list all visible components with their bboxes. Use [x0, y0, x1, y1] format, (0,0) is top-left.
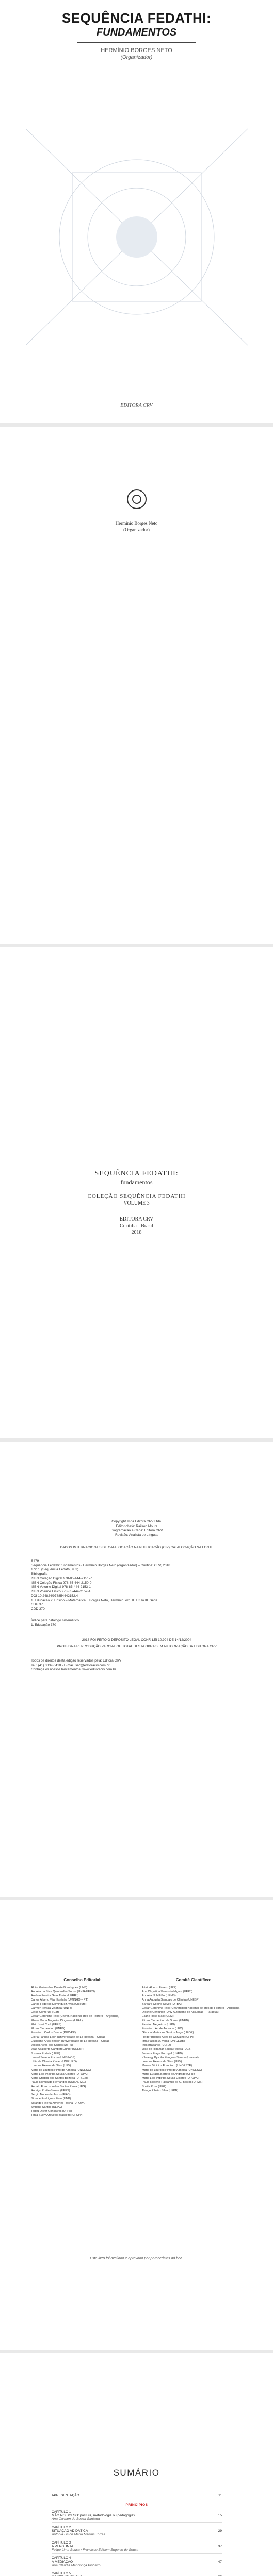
committee-member: Gláucia Maria dos Santos Jorge (UFOP) — [142, 2031, 194, 2035]
toc-entry-title: MÃO NO BOLSO: postura, metodologia ou pedagogia? — [52, 2514, 136, 2517]
editorial-board-list — [31, 1986, 134, 2117]
board-member: Lourdes Helena da Silva (UFV) — [31, 2064, 71, 2067]
toc-chapter-number: CAPÍTULO 2 — [52, 2526, 71, 2529]
toc-chapter-number: CAPÍTULO 4 — [52, 2556, 71, 2560]
committee-member: Cesar Gerónimo Tello (Universidad Nacional de Tres de Febrero – Argentina) — [142, 2007, 241, 2010]
contact-line: Todos os direitos desta edição reservados pela: Editora CRV — [31, 1659, 122, 1663]
board-member: Jailson Alves dos Santos (UFRJ) — [31, 2044, 73, 2047]
cip-line: ISBN Coleção Digital 978-85-444-2151-7 — [31, 1577, 92, 1580]
toc-entry-title: A MEDIAÇÃO — [52, 2560, 73, 2564]
page-separator — [0, 1438, 273, 1442]
index-line: 1. Educação 370 — [31, 1623, 56, 1627]
board-member: Elizeu Clementino (UNEB) — [31, 2027, 65, 2030]
committee-member: Maria Lília Imbiriba Sousa Colares (UFOPA) — [142, 2077, 199, 2080]
cip-record — [31, 1559, 243, 1612]
board-member: Renato Francisco dos Santos Paula (UFG) — [31, 2085, 86, 2088]
cip-line: CDD 370 — [31, 1607, 45, 1611]
publisher-name: EDITORA CRV — [119, 1216, 154, 1222]
toc-entry-page: 11 — [218, 2494, 222, 2497]
toc-entry — [52, 2493, 222, 2499]
publisher-logo-icon — [127, 489, 147, 509]
board-member: Gloria Fariñas León (Universidade de La Havana – Cuba) — [31, 2036, 105, 2039]
committee-member: Lourdes Helena da Silva (UFV) — [142, 2060, 182, 2063]
toc-entry-title: SITUAÇÃO ADIDÁTICA — [52, 2529, 88, 2533]
toc-entry-row — [52, 2514, 222, 2517]
cip-line: ISBN Volume Físico 978-85-444-2152-4 — [31, 1589, 91, 1594]
toc-chapter-number: CAPÍTULO 5 — [52, 2572, 71, 2575]
toc-list — [52, 2493, 222, 2576]
page-separator — [0, 944, 273, 947]
toc-entry-row — [52, 2560, 222, 2564]
publisher-city: Curitiba - Brasil — [120, 1223, 153, 1229]
publisher-contact — [31, 1659, 243, 1672]
editorial-board-column — [31, 1978, 134, 2117]
half-title-author — [0, 520, 273, 533]
board-member: Celso Conti (UFSCar) — [31, 2011, 59, 2014]
review-note: Este livro foi avaliado e aprovado por pareceristas ad hoc. — [90, 2257, 183, 2260]
committee-member: José de Ribamar Sousa Pereira (UCB) — [142, 2048, 192, 2051]
board-member: Solange Helena Ximenes-Rocha (UFOPA) — [31, 2102, 86, 2105]
committee-member: Elizeu Clementino de Souza (UNEB) — [142, 2019, 189, 2022]
publication-year: 2018 — [131, 1230, 142, 1235]
board-member: Lídia de Oliveira Xavier (UNIEURO) — [31, 2060, 77, 2063]
toc-heading: SUMÁRIO — [113, 2468, 160, 2478]
committee-member: Fauston Negreiros (UFPI) — [142, 2023, 175, 2026]
cip-line: 1. Educação 2. Ensino – Matemática I. Borges Neto, Hermínio. org. II. Título III. Série. — [31, 1598, 158, 1602]
toc-entry-author: Antonia Lis de Maria Martins Torres — [52, 2533, 105, 2536]
half-title-name: Hermínio Borges Neto — [115, 521, 158, 526]
board-member: Cesar Gerónimo Tello (Univer. Nacional Três de Febrero – Argentina) — [31, 2015, 120, 2018]
toc-entry-row — [52, 2545, 222, 2548]
toc-entry — [52, 2555, 222, 2569]
copyright-line: Revisão: Analista de Línguas — [115, 1533, 158, 1537]
rights-notice: PROIBIDA A REPRODUÇÃO PARCIAL OU TOTAL DESTA OBRA SEM AUTORIZAÇÃO DA EDITORA CRV — [57, 1645, 217, 1648]
committee-member: Eliane Rose Maio (UEM) — [142, 2015, 174, 2018]
board-member: Rodrigo Pratte-Santos (UFES) — [31, 2089, 70, 2092]
editorial-board-page — [0, 1901, 273, 2349]
board-member: Paulo Romualdo Hernandes (UNIFAL-MG) — [31, 2081, 86, 2084]
cover-publisher: EDITORA CRV — [120, 403, 153, 409]
board-member: Francisco Carlos Duarte (PUC-PR) — [31, 2031, 76, 2035]
toc-entry-row — [52, 2529, 222, 2533]
committee-member: Barbara Coelho Neves (UFBA) — [142, 2003, 182, 2006]
committee-member: Altair Alberto Fávero (UPF) — [142, 1986, 177, 1989]
cip-line: ISBN Volume Digital 978-85-444-2153-1 — [31, 1585, 91, 1589]
toc-chapter-number: CAPÍTULO 3 — [52, 2541, 71, 2545]
title-page — [0, 948, 273, 1437]
committee-member: Marcos Vinicius Francisco (UNOESTE) — [142, 2064, 192, 2067]
cip-line: Sequência Fedathi: fundamentos / Hermínio Borges Neto (organizador) – Curitiba: CRV, 2018. — [31, 1563, 171, 1567]
toc-entry-row — [52, 2494, 222, 2497]
copyright-line: Copyright © da Editora CRV Ltda. — [111, 1520, 162, 1523]
cip-line: ISBN Coleção Física 978-85-444-2150-0 — [31, 1581, 92, 1585]
cover-divider — [77, 42, 196, 43]
cip-line: Bibliografia — [31, 1572, 48, 1576]
board-member: Sérgio Nunes de Jesus (IFRO) — [31, 2093, 71, 2096]
contact-line: Conheça os nossos lançamentos: www.editoracrv.com.br — [31, 1668, 116, 1671]
editorial-board-heading: Conselho Editorial: — [63, 1978, 102, 1982]
board-member: Carlos Alberto Vilar Estêvão (UMINHO – PT) — [31, 1998, 88, 2002]
toc-entry — [52, 2509, 222, 2523]
toc-entry — [52, 2524, 222, 2538]
contact-line: Tel.: (41) 3039-6418 - E-mail: sac@editoracrv.com.br — [31, 1663, 110, 1667]
board-member: Tania Suely Azevedo Brasileiro (UFOPA) — [31, 2114, 83, 2117]
title-page-publisher — [0, 1216, 273, 1236]
copyright-credits — [31, 1520, 243, 1537]
cover-title: SEQUÊNCIA FEDATHI: — [61, 10, 212, 26]
half-title-role: (Organizador) — [123, 527, 150, 532]
copyright-line: Diagramação e Capa: Editora CRV — [110, 1529, 163, 1532]
scientific-committee-column — [142, 1978, 245, 2093]
page-separator — [0, 2350, 273, 2353]
scientific-committee-heading: Comitê Científico: — [175, 1978, 212, 1982]
committee-member: Ana Chrystina Venancio Mignot (UERJ) — [142, 1990, 192, 1993]
toc-entry-author: Ana Cláudia Mendonça Pinheiro — [52, 2564, 101, 2567]
board-member: Maria Cristina dos Santos Bezerra (UFSCar) — [31, 2077, 88, 2080]
toc-chapter-number: CAPÍTULO 1 — [52, 2510, 71, 2514]
committee-member: Ilma Passos A. Veiga (UNICEUB) — [142, 2040, 185, 2043]
committee-member: Francisco Ari de Andrade (UFC) — [142, 2027, 183, 2030]
board-member: Maria de Lourdes Pinto de Almeida (UNOESC) — [31, 2069, 91, 2072]
board-member: Carlos Federico Dominguez Avila (Unieuro) — [31, 2003, 87, 2006]
toc-entry-author: Ana Carmen de Souza Santana — [52, 2517, 100, 2521]
board-member: João Adalberto Campato Junior (UNESP) — [31, 2048, 84, 2051]
catalog-index — [31, 1619, 243, 1628]
page-separator — [0, 1897, 273, 1900]
cover-artwork — [10, 67, 263, 407]
committee-member: Kilwangy Kya Kapitango-a-Samba (Unemat) — [142, 2056, 199, 2059]
toc-entry-page: 15 — [218, 2514, 222, 2517]
toc-entry — [52, 2540, 222, 2554]
committee-member: Thiago Ribeiro Silva (UFPB) — [142, 2089, 179, 2092]
title-page-title: SEQUÊNCIA FEDATHI: — [94, 1170, 179, 1177]
board-member: Maria Lília Imbiriba Sousa Colares (UFOPA) — [31, 2073, 88, 2076]
committee-member: Inês Bragança (UERJ) — [142, 2044, 171, 2047]
board-member: Aldira Guimarães Duarte Domínguez (UNB) — [31, 1986, 87, 1989]
board-member: Elione Maria Nogueira Diogenes (UFAL) — [31, 2019, 83, 2022]
title-page-collection: COLEÇÃO SEQUÊNCIA FEDATHI — [87, 1193, 186, 1199]
committee-member: Andréia N. Militão (UEMS) — [142, 1994, 176, 1997]
committee-member: Diosnel Centurion (Univ Autónoma de Assunção – Paraguai) — [142, 2011, 219, 2014]
cip-heading: DADOS INTERNACIONAIS DE CATALOGAÇÃO NA PUBLICAÇÃO (CIP) CATALOGAÇÃO NA FONTE — [60, 1546, 214, 1549]
cip-line: S479 — [31, 1559, 39, 1563]
toc-entry-page: 29 — [218, 2529, 222, 2533]
half-title-page — [0, 428, 273, 943]
board-member: Carmen Tereza Velanga (UNIR) — [31, 2007, 72, 2010]
board-member: Leonel Severo Rocha (UNISINOS) — [31, 2056, 76, 2059]
copyright-line: Editor-chefe: Railson Moura — [116, 1524, 158, 1528]
committee-member: Maria de Lourdes Pinto de Almeida (UNOESC) — [142, 2069, 202, 2072]
board-member: Guillermo Arias Beatón (Universidade de La Havana – Cuba) — [31, 2040, 109, 2043]
toc-entry-author: Felipe Lima Sousa / Francisco Edisom Eugenio de Sousa — [52, 2548, 139, 2552]
committee-member: Paulo Roberto Haidamus de O. Bastos (UFMS) — [142, 2081, 203, 2084]
cover-author: HERMÍNIO BORGES NETO — [101, 47, 172, 54]
toc-entry — [52, 2571, 222, 2576]
board-member: Élsio José Corá (UFFS) — [31, 2023, 62, 2026]
cip-line: CDU 37 — [31, 1603, 43, 1606]
toc-entry-title: A PERGUNTA — [52, 2545, 74, 2548]
committee-member: Helder Buenos Aires de Carvalho (UFPI) — [142, 2036, 194, 2039]
committee-member: Jussara Fraga Portugal (UNEB) — [142, 2052, 183, 2055]
cip-line: 172 p. (Sequência Fedathi, v. 3) — [31, 1568, 79, 1571]
board-member: Andréia da Silva Quintanilha Sousa (UNIR/UFRN) — [31, 1990, 95, 1993]
cip-line: DOI 10.24824/978854442152.4 — [31, 1594, 78, 1598]
cover-role: (Organizador) — [120, 55, 153, 60]
committee-member: Anna Augusta Sampaio de Oliveira (UNESP) — [142, 1998, 200, 2002]
title-page-volume: VOLUME 3 — [123, 1200, 150, 1206]
toc-entry-page: 47 — [218, 2560, 222, 2564]
book-cover — [0, 0, 273, 422]
page-separator — [0, 423, 273, 427]
scientific-committee-list — [142, 1986, 245, 2093]
copyright-page — [0, 1443, 273, 1896]
title-page-subtitle: fundamentos — [120, 1179, 153, 1186]
index-line: Índice para catálogo sistemático — [31, 1619, 79, 1622]
toc-entry-title: APRESENTAÇÃO — [52, 2494, 79, 2497]
committee-member: Sheila Ross (UFG) — [142, 2085, 166, 2088]
legal-deposit-notice: 2018 FOI FEITO O DEPÓSITO LEGAL CONF. LEI 10.994 DE 14/12/2004 — [82, 1638, 192, 1642]
committee-member: Maria Eurácia Barreto de Andrade (UFRB) — [142, 2073, 197, 2076]
board-member: Sydione Santos (UEPG) — [31, 2106, 62, 2109]
cover-subtitle: FUNDAMENTOS — [96, 27, 177, 38]
table-of-contents-page — [0, 2354, 273, 2576]
board-member: Josania Portela (UFPI) — [31, 2052, 60, 2055]
board-member: Tadeu Oliver Gonçalves (UFPA) — [31, 2110, 72, 2113]
board-member: Simone Rodrigues Pinto (UNB) — [31, 2097, 71, 2100]
toc-section-heading: PRINCÍPIOS — [125, 2503, 148, 2507]
board-member: Antônio Pereira Gaio Júnior (UFRRJ) — [31, 1994, 79, 1997]
toc-entry-page: 37 — [218, 2545, 222, 2548]
